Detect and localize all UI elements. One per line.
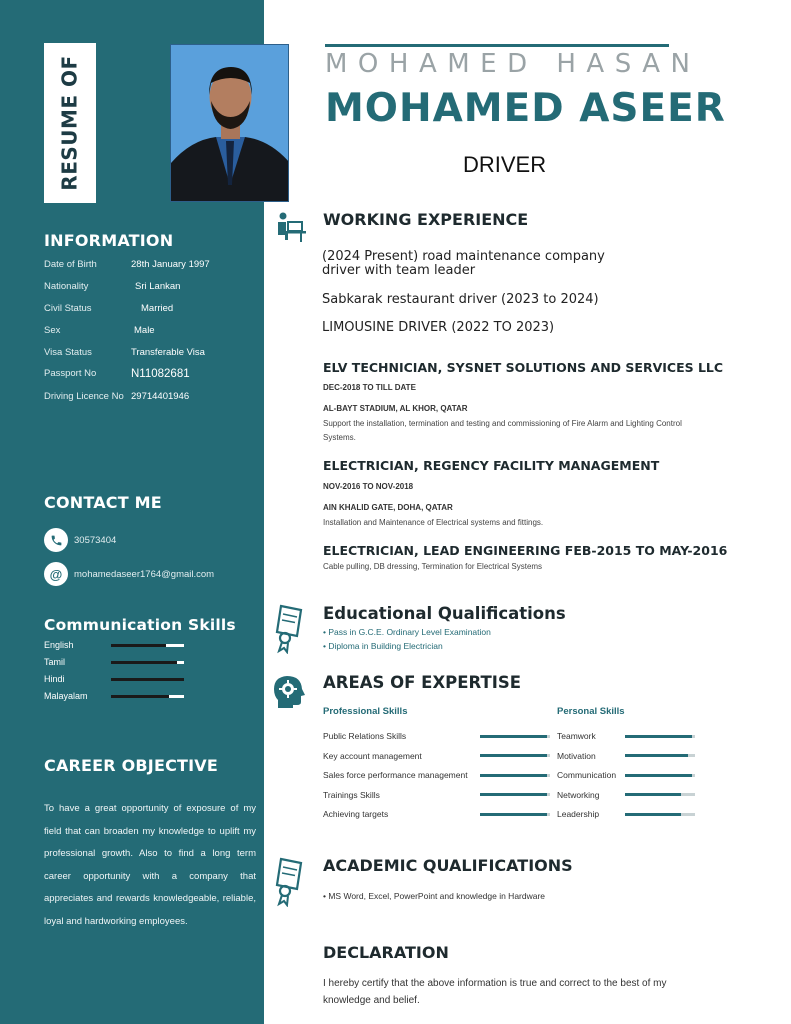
skill-row (557, 770, 695, 780)
work-heading: WORKING EXPERIENCE (323, 210, 529, 229)
skill-bar-fill (480, 793, 547, 796)
info-label: Driving Licence No (44, 391, 124, 402)
job-title: ELECTRICIAN, LEAD ENGINEERING FEB-2015 TO MAY-2016 (323, 543, 728, 558)
job-place: AIN KHALID GATE, DOHA, QATAR (323, 503, 453, 512)
skill-name: Communication (557, 770, 617, 780)
info-row (44, 325, 155, 336)
objective-text: To have a great opportunity of exposure of my field that can broaden my knowledge to uplift my professional growth. Also to find a long term career opportunity with a company that appreciates and rewards knowledgeable, reliable, loyal and hardworking employees. (44, 803, 256, 927)
info-value: N11082681 (131, 368, 190, 380)
skill-bar (480, 813, 550, 816)
work-line: LIMOUSINE DRIVER (2022 TO 2023) (322, 320, 555, 335)
head-gear-icon (272, 674, 306, 710)
skill-bar (480, 754, 550, 757)
language-name: Hindi (44, 674, 65, 684)
skill-bar (625, 813, 695, 816)
expertise-heading: AREAS OF EXPERTISE (323, 673, 522, 692)
skill-bar-fill (480, 735, 547, 738)
skill-bar (480, 793, 550, 796)
skill-bar (480, 735, 550, 738)
language-bar-fill (111, 644, 166, 647)
info-value: 29714401946 (131, 391, 190, 402)
info-value: Sri Lankan (135, 281, 181, 292)
name-top: MOHAMED HASAN (325, 44, 669, 79)
info-row (44, 391, 189, 402)
language-row (44, 691, 184, 701)
name-main: MOHAMED ASEER (325, 86, 726, 131)
skill-row (323, 770, 550, 780)
skill-bar (625, 735, 695, 738)
academic-text: • MS Word, Excel, PowerPoint and knowledge in Hardware (323, 891, 546, 901)
information-heading: INFORMATION (44, 231, 174, 250)
skill-name: Motivation (557, 750, 596, 761)
resume-of-badge (44, 43, 96, 203)
skill-row (323, 790, 550, 800)
job-place: AL-BAYT STADIUM, AL KHOR, QATAR (323, 404, 468, 413)
language-row (44, 674, 184, 684)
info-label: Sex (44, 325, 61, 336)
info-row (44, 281, 180, 292)
skill-bar-fill (480, 774, 547, 777)
info-label: Passport No (44, 368, 97, 379)
skill-bar-fill (625, 735, 692, 738)
skill-row (323, 809, 550, 819)
info-value: Transferable Visa (131, 347, 205, 358)
info-row (44, 368, 190, 380)
skill-bar (480, 774, 550, 777)
certificate-icon (273, 857, 305, 907)
email-row[interactable] (44, 562, 214, 586)
job-date: NOV-2016 TO NOV-2018 (323, 482, 414, 491)
professional-skills-heading: Professional Skills (323, 706, 408, 717)
language-bar-fill (111, 695, 169, 698)
phone-number: 30573404 (74, 534, 117, 546)
communication-heading: Communication Skills (44, 616, 236, 634)
info-label: Civil Status (44, 303, 92, 314)
skill-bar-fill (625, 813, 681, 816)
info-row (44, 259, 210, 270)
person-photo-icon (171, 45, 289, 202)
skill-name: Teamwork (557, 731, 596, 741)
skill-row (323, 751, 550, 761)
info-value: 28th January 1997 (131, 259, 210, 270)
resume-of-label: RESUME OF (58, 55, 82, 191)
desk-worker-icon (274, 210, 308, 244)
language-bar (111, 695, 184, 698)
skill-name: Sales force performance management (323, 770, 468, 780)
job-description: Support the installation, termination and testing and commissioning of Fire Alarm and Lighting Control Systems. (323, 419, 682, 442)
language-bar (111, 644, 184, 647)
skill-row (557, 809, 695, 819)
language-row (44, 640, 184, 650)
certificate-icon (273, 604, 305, 654)
email-address: mohamedaseer1764@gmail.com (74, 568, 215, 580)
job-description: Cable pulling, DB dressing, Termination for Electrical Systems (323, 562, 543, 571)
education-heading: Educational Qualifications (323, 604, 566, 623)
academic-heading: ACADEMIC QUALIFICATIONS (323, 856, 573, 875)
language-bar (111, 678, 184, 681)
skill-row (323, 731, 550, 741)
skill-bar-fill (625, 754, 688, 757)
role-title: DRIVER (463, 152, 547, 177)
info-value: Married (141, 303, 174, 314)
language-bar (111, 661, 184, 664)
skill-row (557, 731, 695, 741)
skill-row (557, 790, 695, 800)
personal-skills-heading: Personal Skills (557, 706, 625, 717)
language-name: Malayalam (44, 691, 88, 701)
language-name: English (44, 640, 74, 650)
skill-bar (625, 793, 695, 796)
info-label: Visa Status (44, 347, 92, 358)
phone-icon (44, 528, 68, 552)
skill-name: Achieving targets (323, 809, 389, 819)
skill-name: Key account management (323, 750, 422, 761)
contact-heading: CONTACT ME (44, 493, 162, 512)
skill-bar (625, 774, 695, 777)
job-title: ELV TECHNICIAN, SYSNET SOLUTIONS AND SERVICES LLC (323, 360, 724, 375)
profile-photo (170, 44, 289, 202)
skill-bar (625, 754, 695, 757)
skill-name: Networking (557, 789, 600, 800)
info-row (44, 347, 205, 358)
language-row (44, 657, 184, 667)
education-item: • Diploma in Building Electrician (323, 641, 443, 651)
declaration-text: I hereby certify that the above information is true and correct to the best of my knowledge and belief. (323, 978, 667, 1006)
skill-row (557, 751, 695, 761)
language-bar-fill (111, 661, 177, 664)
education-item: • Pass in G.C.E. Ordinary Level Examination (323, 627, 491, 637)
skill-bar-fill (480, 813, 547, 816)
skill-name: Trainings Skills (323, 789, 380, 800)
job-title: ELECTRICIAN, REGENCY FACILITY MANAGEMENT (323, 458, 660, 473)
skill-name: Leadership (557, 809, 600, 819)
phone-row[interactable] (44, 528, 116, 552)
objective-heading: CAREER OBJECTIVE (44, 756, 218, 775)
language-bar-fill (111, 678, 184, 681)
work-line: Sabkarak restaurant driver (2023 to 2024) (322, 292, 599, 307)
skill-bar-fill (625, 793, 681, 796)
skill-name: Public Relations Skills (323, 731, 407, 741)
sidebar (0, 0, 264, 1024)
work-line: (2024 Present) road maintenance company driver with team leader (322, 249, 605, 278)
job-date: DEC-2018 TO TILL DATE (323, 383, 416, 392)
info-label: Nationality (44, 281, 89, 292)
skill-bar-fill (480, 754, 547, 757)
language-name: Tamil (44, 657, 66, 667)
at-sign-icon: @ (44, 562, 68, 586)
info-label: Date of Birth (44, 259, 97, 270)
info-row (44, 303, 173, 314)
info-value: Male (134, 325, 155, 336)
skill-bar-fill (625, 774, 692, 777)
job-description: Installation and Maintenance of Electrical systems and fittings. (323, 518, 544, 527)
declaration-heading: DECLARATION (323, 943, 449, 962)
